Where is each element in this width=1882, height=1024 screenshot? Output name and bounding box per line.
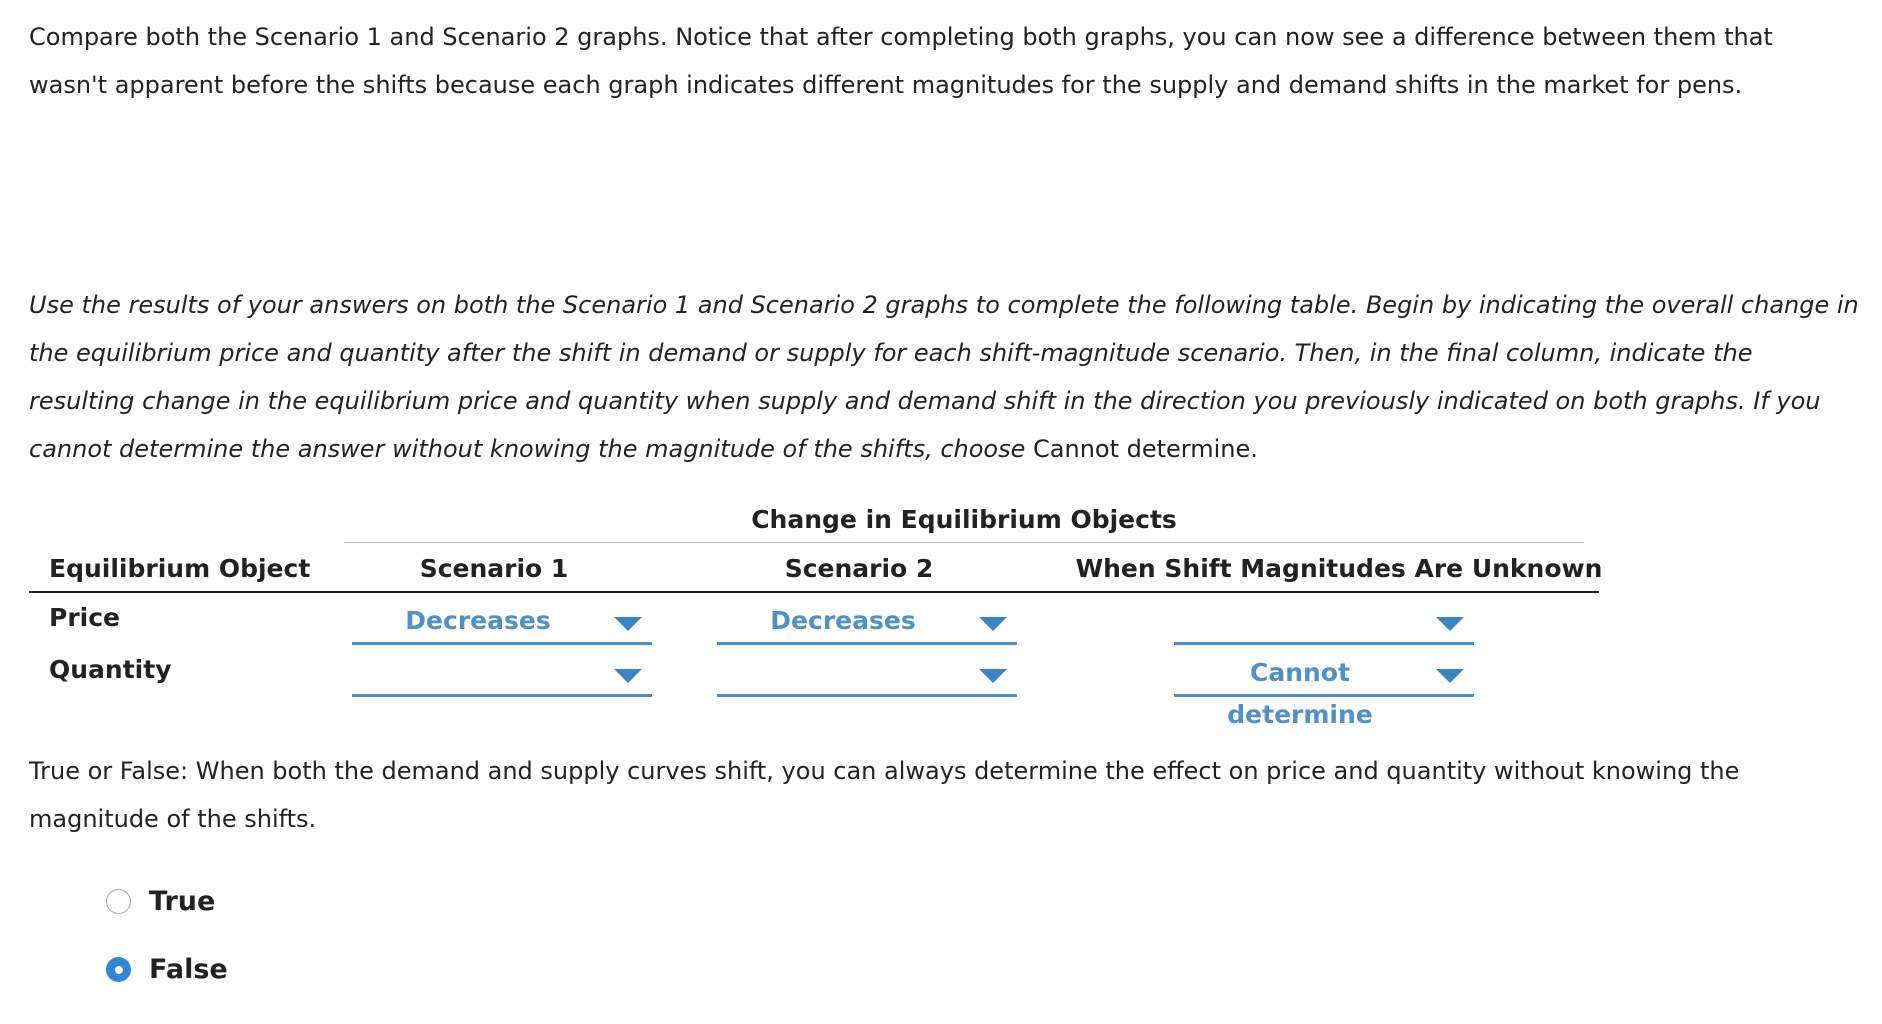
quantity-unknown-dropdown[interactable]: [1174, 652, 1474, 729]
caret-down-icon: [1436, 617, 1464, 631]
header-equilibrium-object: Equilibrium Object: [49, 554, 311, 583]
cannot-determine-option-text: Cannot determine: [1033, 435, 1251, 463]
true-false-question: True or False: When both the demand and supply curves shift, you can always determine the effect on price and quantity without knowing the magnitude of the shifts.: [29, 757, 1740, 833]
caret-down-icon: [614, 669, 642, 683]
header-rule: [29, 591, 1599, 593]
spanning-header-rule: [344, 542, 1584, 543]
intro-paragraph: Compare both the Scenario 1 and Scenario 2 graphs. Notice that after completing both graphs, you can now see a difference between them that wasn't apparent before the shifts because each graph indicates different magnitudes for the supply and demand shifts in the market for pens.: [29, 23, 1773, 99]
caret-down-icon: [979, 617, 1007, 631]
price-unknown-dropdown[interactable]: [1174, 600, 1474, 645]
spanning-header: Change in Equilibrium Objects: [751, 505, 1177, 534]
row-label-price: Price: [49, 603, 120, 632]
radio-button-true[interactable]: [106, 889, 131, 914]
dropdown-value: Decreases: [405, 606, 551, 635]
caret-down-icon: [614, 617, 642, 631]
quantity-scenario1-dropdown[interactable]: [352, 652, 652, 697]
instructions-period: .: [1250, 435, 1258, 463]
dropdown-value: Decreases: [770, 606, 916, 635]
caret-down-icon: [1436, 669, 1464, 683]
instructions-italic-text: Use the results of your answers on both the Scenario 1 and Scenario 2 graphs to complete the following table. Begin by indicating the overall change in the equilibrium price and quantity after the shift in demand or supply for each shift-magnitude scenario. Then, in the final column, indicate the resulting change in the equilibrium price and quantity when supply and demand shift in the direction you previously indicated on both graphs. If you cannot determine the answer without knowing the magnitude of the shifts, choose: [29, 291, 1859, 463]
caret-down-icon: [979, 669, 1007, 683]
price-scenario2-dropdown[interactable]: [717, 600, 1017, 645]
header-scenario-2: Scenario 2: [784, 554, 934, 583]
header-scenario-1: Scenario 1: [419, 554, 569, 583]
header-unknown-magnitudes: When Shift Magnitudes Are Unknown: [1075, 554, 1603, 583]
radio-button-false-selected[interactable]: [106, 957, 131, 982]
equilibrium-table: [29, 500, 1603, 729]
option-true-label: True: [149, 886, 216, 917]
instructions-paragraph: [29, 281, 1859, 473]
option-false-label: False: [149, 954, 228, 985]
quantity-scenario2-dropdown[interactable]: [717, 652, 1017, 697]
price-scenario1-dropdown[interactable]: [352, 600, 652, 645]
row-label-quantity: Quantity: [49, 655, 172, 684]
dropdown-value: Cannot determine: [1227, 658, 1373, 729]
